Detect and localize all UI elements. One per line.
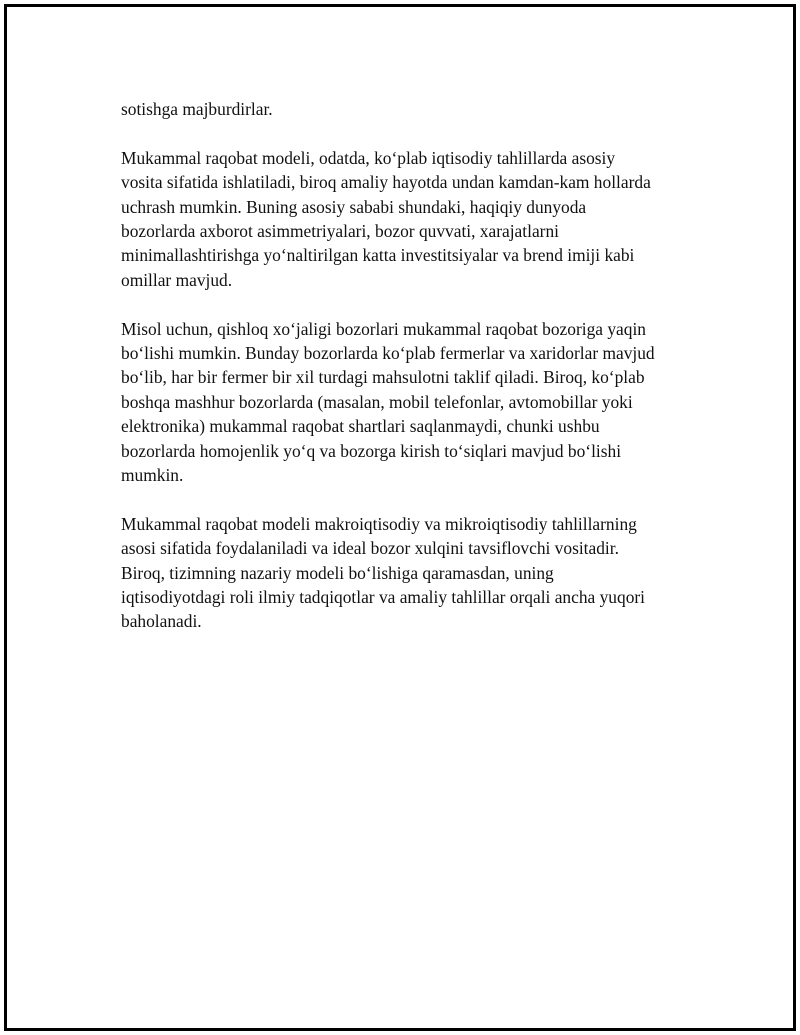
document-page	[4, 4, 796, 1031]
paragraph-agriculture-example: Misol uchun, qishloq xo‘jaligi bozorlari mukammal raqobat bozoriga yaqin bo‘lishi mumkin. Bunday bozorlarda ko‘plab fermerlar va xaridorlar mavjud bo‘lib, har bir fermer bir xil turdagi mahsulotni taklif qiladi. Biroq, ko‘plab boshqa mashhur bozorlarda (masalan, mobil telefonlar, avtomobillar yoki elektronika) mukammal raqobat shartlari saqlanmaydi, chunki ushbu bozorlarda homojenlik yo‘q va bozorga kirish to‘siqlari mavjud bo‘lishi mumkin.	[121, 318, 655, 486]
paragraph-continuation: sotishga majburdirlar.	[121, 99, 273, 119]
document-body	[121, 97, 681, 658]
paragraph-perfect-competition-model: Mukammal raqobat modeli, odatda, ko‘plab iqtisodiy tahlillarda asosiy vosita sifatida ishlatiladi, biroq amaliy hayotda undan kamdan-kam hollarda uchrash mumkin. Buning asosiy sababi shundaki, haqiqiy dunyoda bozorlarda axborot asimmetriyalari, bozor quvvati, xarajatlarni minimallashtirishga yo‘naltirilgan katta investitsiyalar va brend imiji kabi omillar mavjud.	[121, 147, 651, 290]
paragraph-conclusion: Mukammal raqobat modeli makroiqtisodiy va mikroiqtisodiy tahlillarning asosi sifatida foydalaniladi va ideal bozor xulqini tavsiflovchi vositadir. Biroq, tizimning nazariy modeli bo‘lishiga qaramasdan, uning iqtisodiyotdagi roli ilmiy tadqiqotlar va amaliy tahlillar orqali ancha yuqori baholanadi.	[121, 513, 646, 632]
